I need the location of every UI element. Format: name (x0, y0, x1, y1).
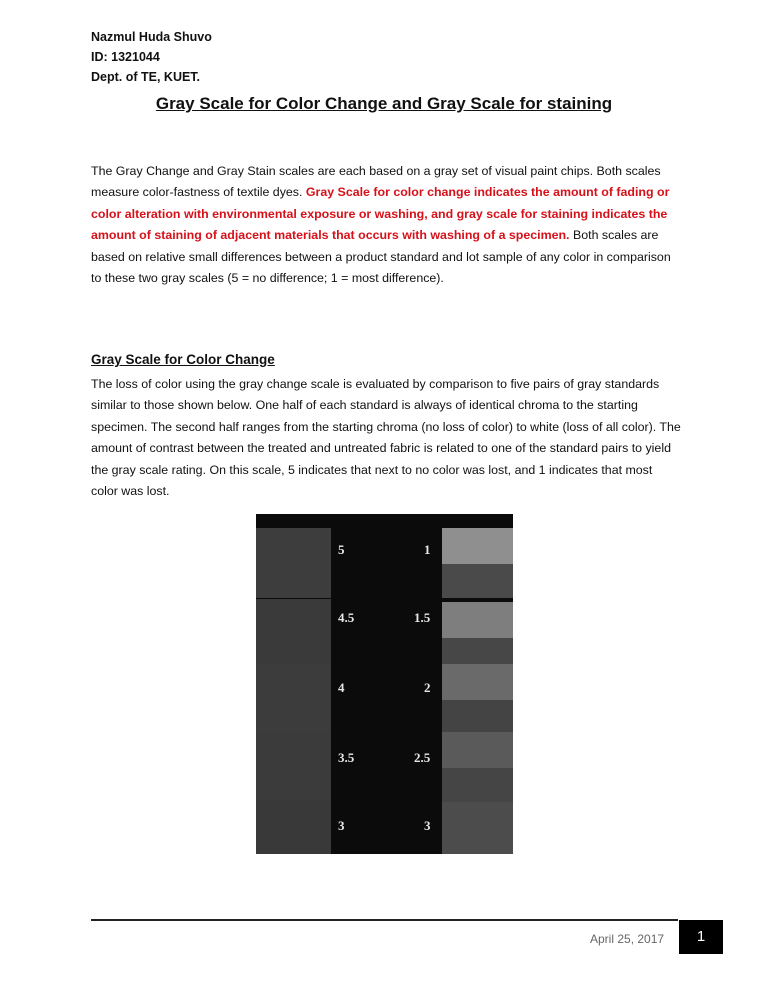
right-label-1: 1 (424, 542, 431, 557)
author-name: Nazmul Huda Shuvo (91, 30, 212, 44)
student-id: ID: 1321044 (91, 50, 160, 64)
left-chip-2 (256, 599, 331, 671)
section-paragraph: The loss of color using the gray change scale is evaluated by comparison to five pairs of gray standards similar to those shown below. One half of each standard is always of identical chroma to the starting specimen. The second half ranges from the starting chroma (no loss of color) to white (loss of all color). The amount of contrast between the treated and untreated fabric is related to one of the standard pairs to yield the gray scale rating. On this scale, 5 indicates that next to no color was lost, and 1 indicates that most color was lost. (91, 377, 681, 499)
department: Dept. of TE, KUET. (91, 70, 201, 84)
left-label-2: 4.5 (338, 610, 355, 625)
right-chip-4b (442, 768, 513, 802)
right-label-3: 2 (424, 680, 431, 695)
right-label-4: 2.5 (414, 750, 431, 765)
left-label-4: 3.5 (338, 750, 355, 765)
right-chip-2 (442, 602, 513, 638)
right-chip-3 (442, 664, 513, 700)
document-title: Gray Scale for Color Change and Gray Scale for staining (155, 94, 613, 113)
left-chip-1 (256, 528, 331, 598)
right-chip-4 (442, 732, 513, 768)
left-chip-5 (256, 800, 331, 854)
author-block (91, 27, 212, 87)
page-number: 1 (679, 920, 723, 954)
footer-rule (91, 919, 678, 921)
footer-date: April 25, 2017 (590, 932, 665, 946)
gray-scale-figure (256, 514, 513, 854)
left-label-5: 3 (338, 818, 345, 833)
intro-highlight: Gray Scale for color change indicates the amount of fading or color alteration with environmental exposure or washing, and gray scale for staining indicates the amount of staining of adjacent materials that occurs with washing of a specimen. (91, 185, 670, 243)
left-chip-4 (256, 732, 331, 804)
right-chip-1 (442, 528, 513, 564)
right-label-2: 1.5 (414, 610, 431, 625)
intro-sentence-3: Both scales are based on relative small differences between a product standard and lot sample of any color in comparison to these two gray scales (5 = no difference; 1 = most difference). (91, 228, 671, 286)
section-heading: Gray Scale for Color Change (91, 352, 275, 367)
left-chip-3 (256, 664, 331, 734)
right-chip-3b (442, 700, 513, 734)
right-chip-1b (442, 564, 513, 598)
left-label-3: 4 (338, 680, 345, 695)
right-chip-5 (442, 802, 513, 854)
right-label-5: 3 (424, 818, 431, 833)
intro-paragraph (91, 161, 681, 289)
left-label-1: 5 (338, 542, 345, 557)
intro-sentence-1: The Gray Change and Gray Stain scales are each based on a gray set of visual paint chips. Both scales measure color-fastness of textile dyes. (91, 164, 661, 200)
